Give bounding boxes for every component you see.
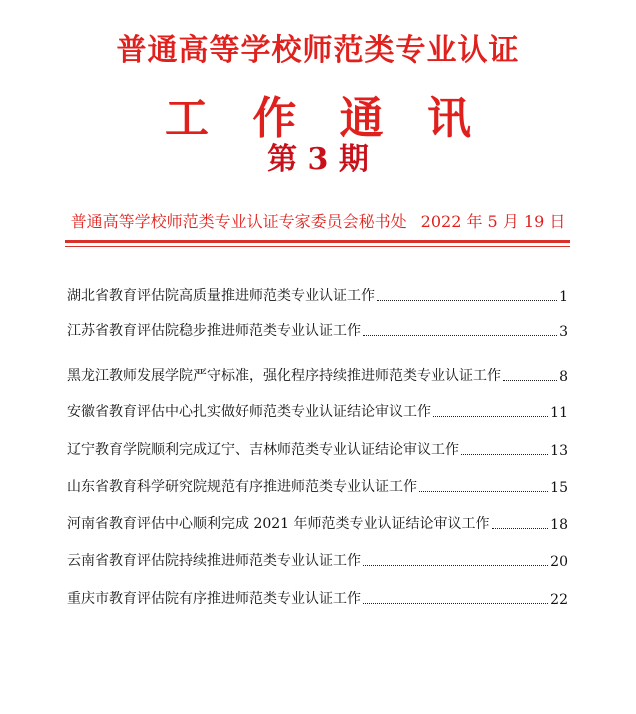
org-title: 普通高等学校师范类专业认证 [116, 33, 520, 68]
publisher-text: 普通高等学校师范类专业认证专家委员会秘书处 [70, 212, 407, 231]
toc-entry[interactable] [67, 399, 568, 421]
toc-entry-title: 云南省教育评估院持续推进师范类专业认证工作 [67, 553, 361, 569]
toc-page-number: 8 [559, 369, 568, 385]
toc-entry-title: 江苏省教育评估院稳步推进师范类专业认证工作 [67, 323, 361, 339]
toc-entry-title: 重庆市教育评估院有序推进师范类专业认证工作 [67, 591, 361, 607]
toc-entry[interactable] [67, 548, 568, 570]
toc-dot-leader [503, 380, 557, 381]
issue-number: 第 3 期 [267, 142, 369, 177]
toc-page-number: 22 [550, 592, 568, 608]
toc-entry[interactable] [67, 318, 568, 340]
toc-page-number: 1 [559, 289, 568, 305]
header-rule-thin [65, 246, 570, 247]
toc-entry[interactable] [67, 586, 568, 608]
toc-dot-leader [363, 565, 548, 566]
toc-dot-leader [363, 335, 557, 336]
toc-dot-leader [461, 454, 548, 455]
issue-date: 2022 年 5 月 19 日 [420, 212, 566, 231]
toc-entry[interactable] [67, 363, 568, 385]
toc-page-number: 11 [550, 405, 568, 421]
toc-entry-title: 安徽省教育评估中心扎实做好师范类专业认证结论审议工作 [67, 404, 431, 420]
toc-entry[interactable] [67, 437, 568, 459]
toc-entry-title: 河南省教育评估中心顺利完成 2021 年师范类专业认证结论审议工作 [67, 516, 490, 532]
toc-page-number: 20 [550, 554, 568, 570]
toc-dot-leader [363, 603, 548, 604]
header-rule-thick [65, 240, 570, 243]
toc-entry-title: 黑龙江教师发展学院严守标准，强化程序持续推进师范类专业认证工作 [67, 368, 501, 384]
toc-page-number: 13 [550, 443, 568, 459]
toc-dot-leader [433, 416, 548, 417]
toc-entry-title: 辽宁教育学院顺利完成辽宁、吉林师范类专业认证结论审议工作 [67, 442, 459, 458]
toc-page-number: 15 [550, 480, 568, 496]
toc-page-number: 3 [559, 324, 568, 340]
toc-entry[interactable] [67, 474, 568, 496]
toc-dot-leader [492, 528, 549, 529]
toc-entry[interactable] [67, 511, 568, 533]
toc-dot-leader [377, 300, 557, 301]
toc-entry-title: 山东省教育科学研究院规范有序推进师范类专业认证工作 [67, 479, 417, 495]
newsletter-title: 工 作 通 讯 [165, 93, 485, 144]
toc-dot-leader [419, 491, 548, 492]
subheader [0, 209, 636, 232]
toc-page-number: 18 [550, 517, 568, 533]
toc-entry[interactable] [67, 283, 568, 305]
toc-entry-title: 湖北省教育评估院高质量推进师范类专业认证工作 [67, 288, 375, 304]
